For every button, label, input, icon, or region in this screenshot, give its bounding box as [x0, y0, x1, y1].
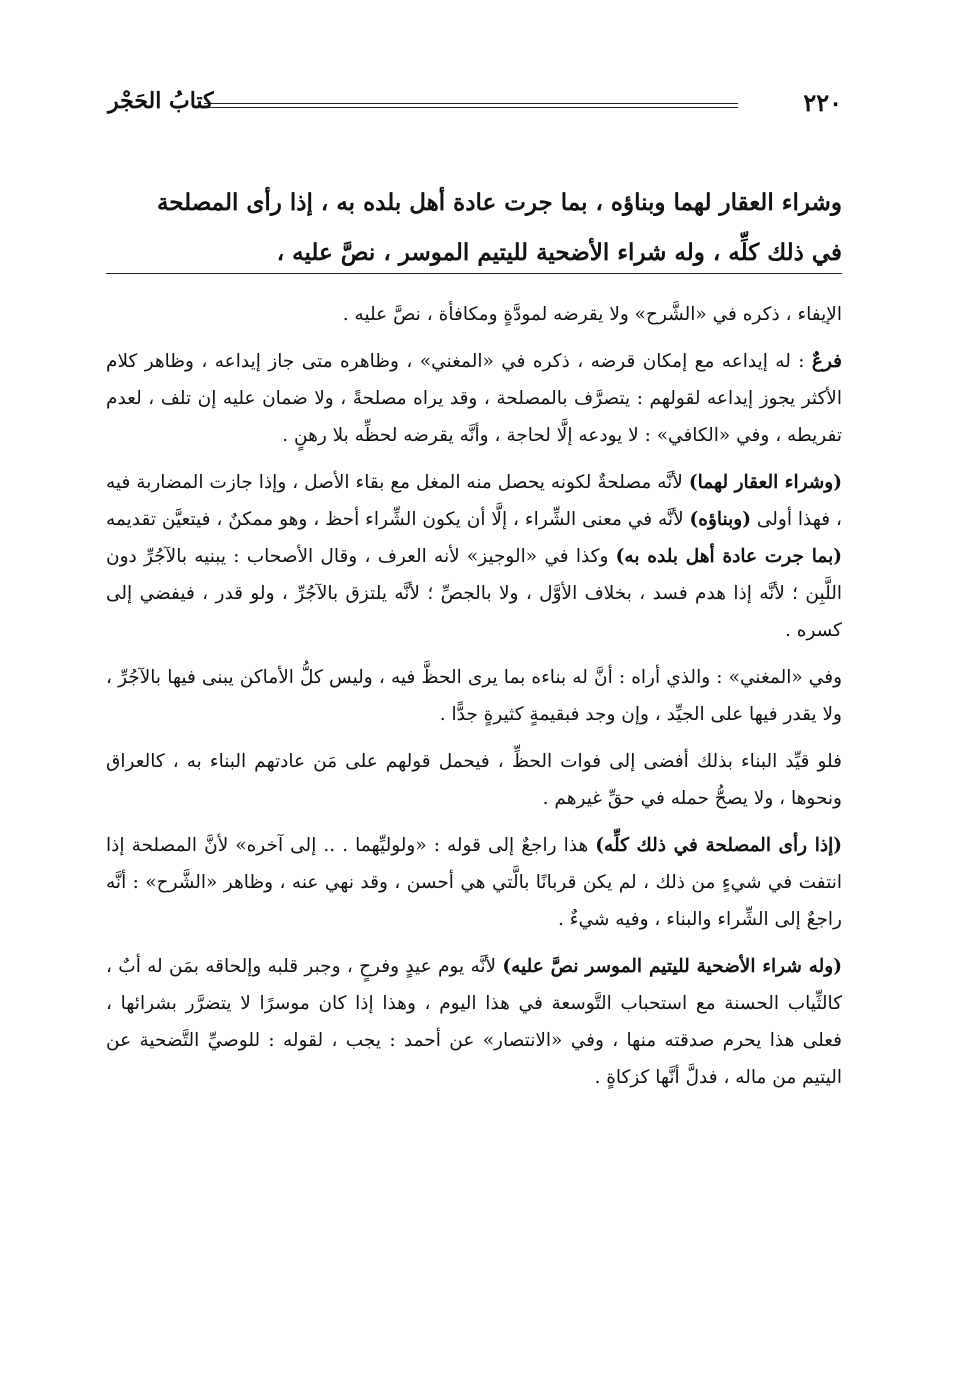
paragraph-text: : له إيداعه مع إمكان قرضه ، ذكره في «المغني» ، وظاهره متى جاز إيداعه ، وظاهر كلام الأكثر يجوز إيداعه لقولهم : يتصرَّف بالمصلحة ، وقد يراه مصلحةً ، ولا ضمان عليه إن تلف ، لعدم تفريطه ، وفي «الكافي» : لا يودعه إلَّا لحاجة ، وأنَّه يقرضه لحظِّه بلا رهنٍ . [106, 351, 842, 446]
page-number: ٢٢٠ [803, 88, 842, 117]
paragraph-heading: فرعٌ [811, 351, 842, 372]
quoted-matn: (وبناؤه) [689, 509, 751, 530]
quoted-matn: (بما جرت عادة أهل بلده به) [615, 546, 842, 567]
page-header [108, 86, 842, 126]
running-title: كتابُ الحَجْر [108, 88, 214, 114]
commentary-paragraph [106, 948, 842, 1096]
paragraph-text: لأنَّه في معنى الشِّراء ، إلَّا أن يكون الشِّراء أحظ ، وهو ممكنٌ ، فيتعيَّن تقديمه [106, 509, 690, 530]
main-text-line: في ذلك كلِّه ، وله شراء الأضحية لليتيم الموسر ، نصَّ عليه ، [276, 239, 842, 266]
commentary-paragraph [106, 827, 842, 938]
commentary-paragraph: الإيفاء ، ذكره في «الشَّرح» ولا يقرضه لمودَّةٍ ومكافأة ، نصَّ عليه . [342, 304, 842, 325]
paragraph-text: هذا راجعٌ إلى قوله : «ولوليِّهما . .. إلى آخره» لأنَّ المصلحة إذا انتفت في شيءٍ من ذلك ، لم يكن قربانًا بالَّتي هي أحسن ، وقد نهي عنه ، وظاهر «الشَّرح» : أنَّه راجعٌ إلى الشِّراء والبناء ، وفيه شيءٌ . [106, 835, 842, 930]
header-rule [204, 103, 738, 108]
main-text [106, 178, 842, 278]
commentary-paragraph: فلو قيِّد البناء بذلك أفضى إلى فوات الحظِّ ، فيحمل قولهم على مَن عادتهم البناء به ، كالعراق ونحوها ، ولا يصحُّ حمله في حقِّ غيرهم . [106, 751, 842, 809]
paragraph-text: لأنَّه يوم عيدٍ وفرحٍ ، وجبر قلبه وإلحاقه بمَن له أبٌ ، كالثِّياب الحسنة مع استحباب التَّوسعة في هذا اليوم ، وهذا إذا كان موسرًا لا يتضرَّر بشرائها ، فعلى هذا يحرم صدقته منها ، وفي «الانتصار» عن أحمد : يجب ، لقوله : للوصيِّ التَّضحية عن اليتيم من ماله ، فدلَّ أنَّها كزكاةٍ . [106, 956, 842, 1088]
quoted-matn: (وشراء العقار لهما) [688, 472, 842, 493]
commentary-paragraph [106, 343, 842, 454]
commentary [106, 296, 842, 1106]
commentary-paragraph [106, 464, 842, 649]
paragraph-text: وكذا في «الوجيز» لأنه العرف ، وقال الأصحاب : يبنيه بالآجُرِّ دون اللَّبِن ؛ لأنَّه إذا هدم فسد ، بخلاف الأوَّل ، ولا بالجصِّ ؛ لأنَّه يلتزق بالآجُرِّ ، ولو قدر ، فيفضي إلى كسره . [106, 546, 842, 641]
commentary-paragraph: وفي «المغني» : والذي أراه : أنَّ له بناءه بما يرى الحظَّ فيه ، وليس كلُّ الأماكن يبنى فيها بالآجُرِّ ، ولا يقدر فيها على الجيِّد ، وإن وجد فبقيمةٍ كثيرةٍ جدًّا . [106, 667, 842, 725]
paragraph-text: لأنَّه مصلحةٌ لكونه يحصل منه المغل مع بقاء الأصل ، وإذا جازت المضاربة فيه ، فهذا أولى [106, 472, 842, 530]
quoted-matn: (إذا رأى المصلحة في ذلك كلِّه) [595, 835, 842, 856]
main-text-divider [106, 273, 842, 274]
main-text-line: وشراء العقار لهما وبناؤه ، بما جرت عادة أهل بلده به ، إذا رأى المصلحة [156, 189, 842, 216]
quoted-matn: (وله شراء الأضحية لليتيم الموسر نصَّ عليه) [502, 956, 842, 977]
